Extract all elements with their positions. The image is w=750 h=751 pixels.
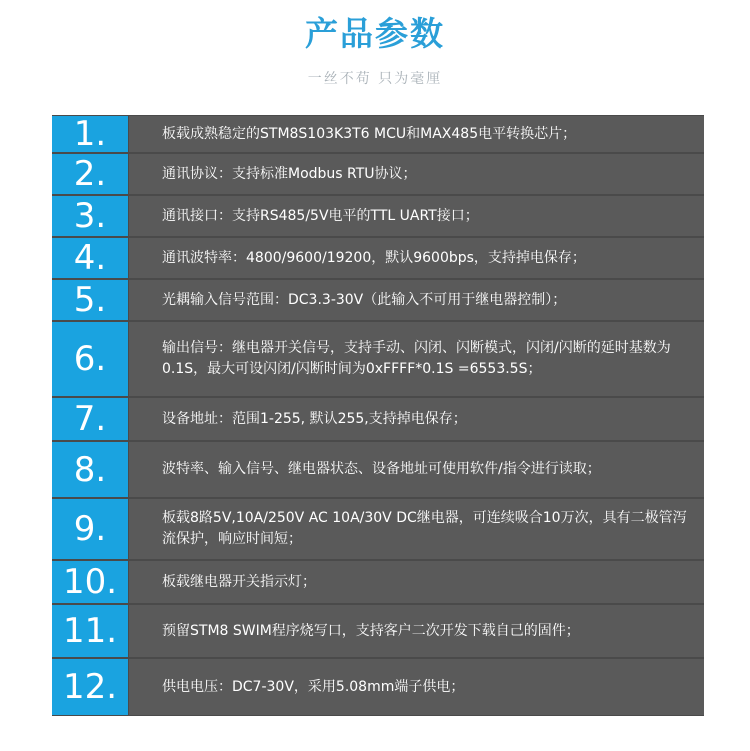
param-text-cell: [129, 280, 704, 320]
param-text: 通讯接口：支持RS485/5V电平的TTL UART接口；: [162, 207, 479, 224]
param-number: 7.: [52, 398, 128, 440]
param-row: [52, 398, 704, 440]
page-subtitle: 一丝不苟 只为毫厘: [307, 71, 443, 87]
param-number: 9.: [52, 499, 128, 559]
param-row: [52, 238, 704, 278]
param-number: 12.: [52, 659, 128, 715]
param-text-cell: [129, 442, 704, 497]
param-text: 波特率、输入信号、继电器状态、设备地址可使用软件/指令进行读取；: [162, 461, 601, 477]
param-number: 10.: [52, 561, 128, 603]
param-row: [52, 659, 704, 715]
param-number: 1.: [52, 116, 128, 152]
param-text: 板载8路5V,10A/250V AC 10A/30V DC继电器，可连续吸合10万次，具有二极管泻流保护，响应时间短；: [162, 510, 687, 547]
param-text: 预留STM8 SWIM程序烧写口，支持客户二次开发下载自己的固件；: [162, 622, 580, 639]
param-text-cell: [129, 116, 704, 152]
param-text: 光耦输入信号范围：DC3.3-30V（此输入不可用于继电器控制）；: [162, 291, 567, 308]
param-row: [52, 116, 704, 152]
param-text-cell: [129, 605, 704, 657]
param-text: 设备地址：范围1-255, 默认255,支持掉电保存；: [162, 410, 467, 427]
param-text: 通讯协议：支持标准Modbus RTU协议；: [162, 165, 417, 182]
param-text: 输出信号：继电器开关信号，支持手动、闪闭、闪断模式，闪闭/闪断的延时基数为0.1S，最大可设闪闭/闪断时间为0xFFFF*0.1S =6553.5S；: [162, 340, 671, 377]
param-row: [52, 154, 704, 194]
param-text-cell: [129, 154, 704, 194]
param-text-cell: [129, 196, 704, 236]
param-number: 3.: [52, 196, 128, 236]
param-number: 4.: [52, 238, 128, 278]
param-text: 板载继电器开关指示灯；: [162, 573, 316, 590]
param-text: 供电电压：DC7-30V，采用5.08mm端子供电；: [162, 678, 465, 695]
param-text-cell: [129, 561, 704, 603]
param-text: 通讯波特率：4800/9600/19200，默认9600bps，支持掉电保存；: [162, 249, 586, 266]
param-text: 板载成熟稳定的STM8S103K3T6 MCU和MAX485电平转换芯片；: [162, 125, 577, 142]
param-number: 8.: [52, 442, 128, 497]
param-number: 11.: [52, 605, 128, 657]
param-row: [52, 196, 704, 236]
page-title: 产品参数: [305, 14, 445, 53]
param-row: [52, 605, 704, 657]
param-number: 6.: [52, 322, 128, 396]
param-row: [52, 442, 704, 497]
param-row: [52, 280, 704, 320]
param-text-cell: [129, 322, 704, 396]
param-row: [52, 561, 704, 603]
param-text-cell: [129, 398, 704, 440]
param-number: 5.: [52, 280, 128, 320]
param-text-cell: [129, 238, 704, 278]
params-table: [52, 115, 704, 716]
param-row: [52, 322, 704, 396]
param-text-cell: [129, 659, 704, 715]
param-number: 2.: [52, 154, 128, 194]
param-row: [52, 499, 704, 559]
param-text-cell: [129, 499, 704, 559]
